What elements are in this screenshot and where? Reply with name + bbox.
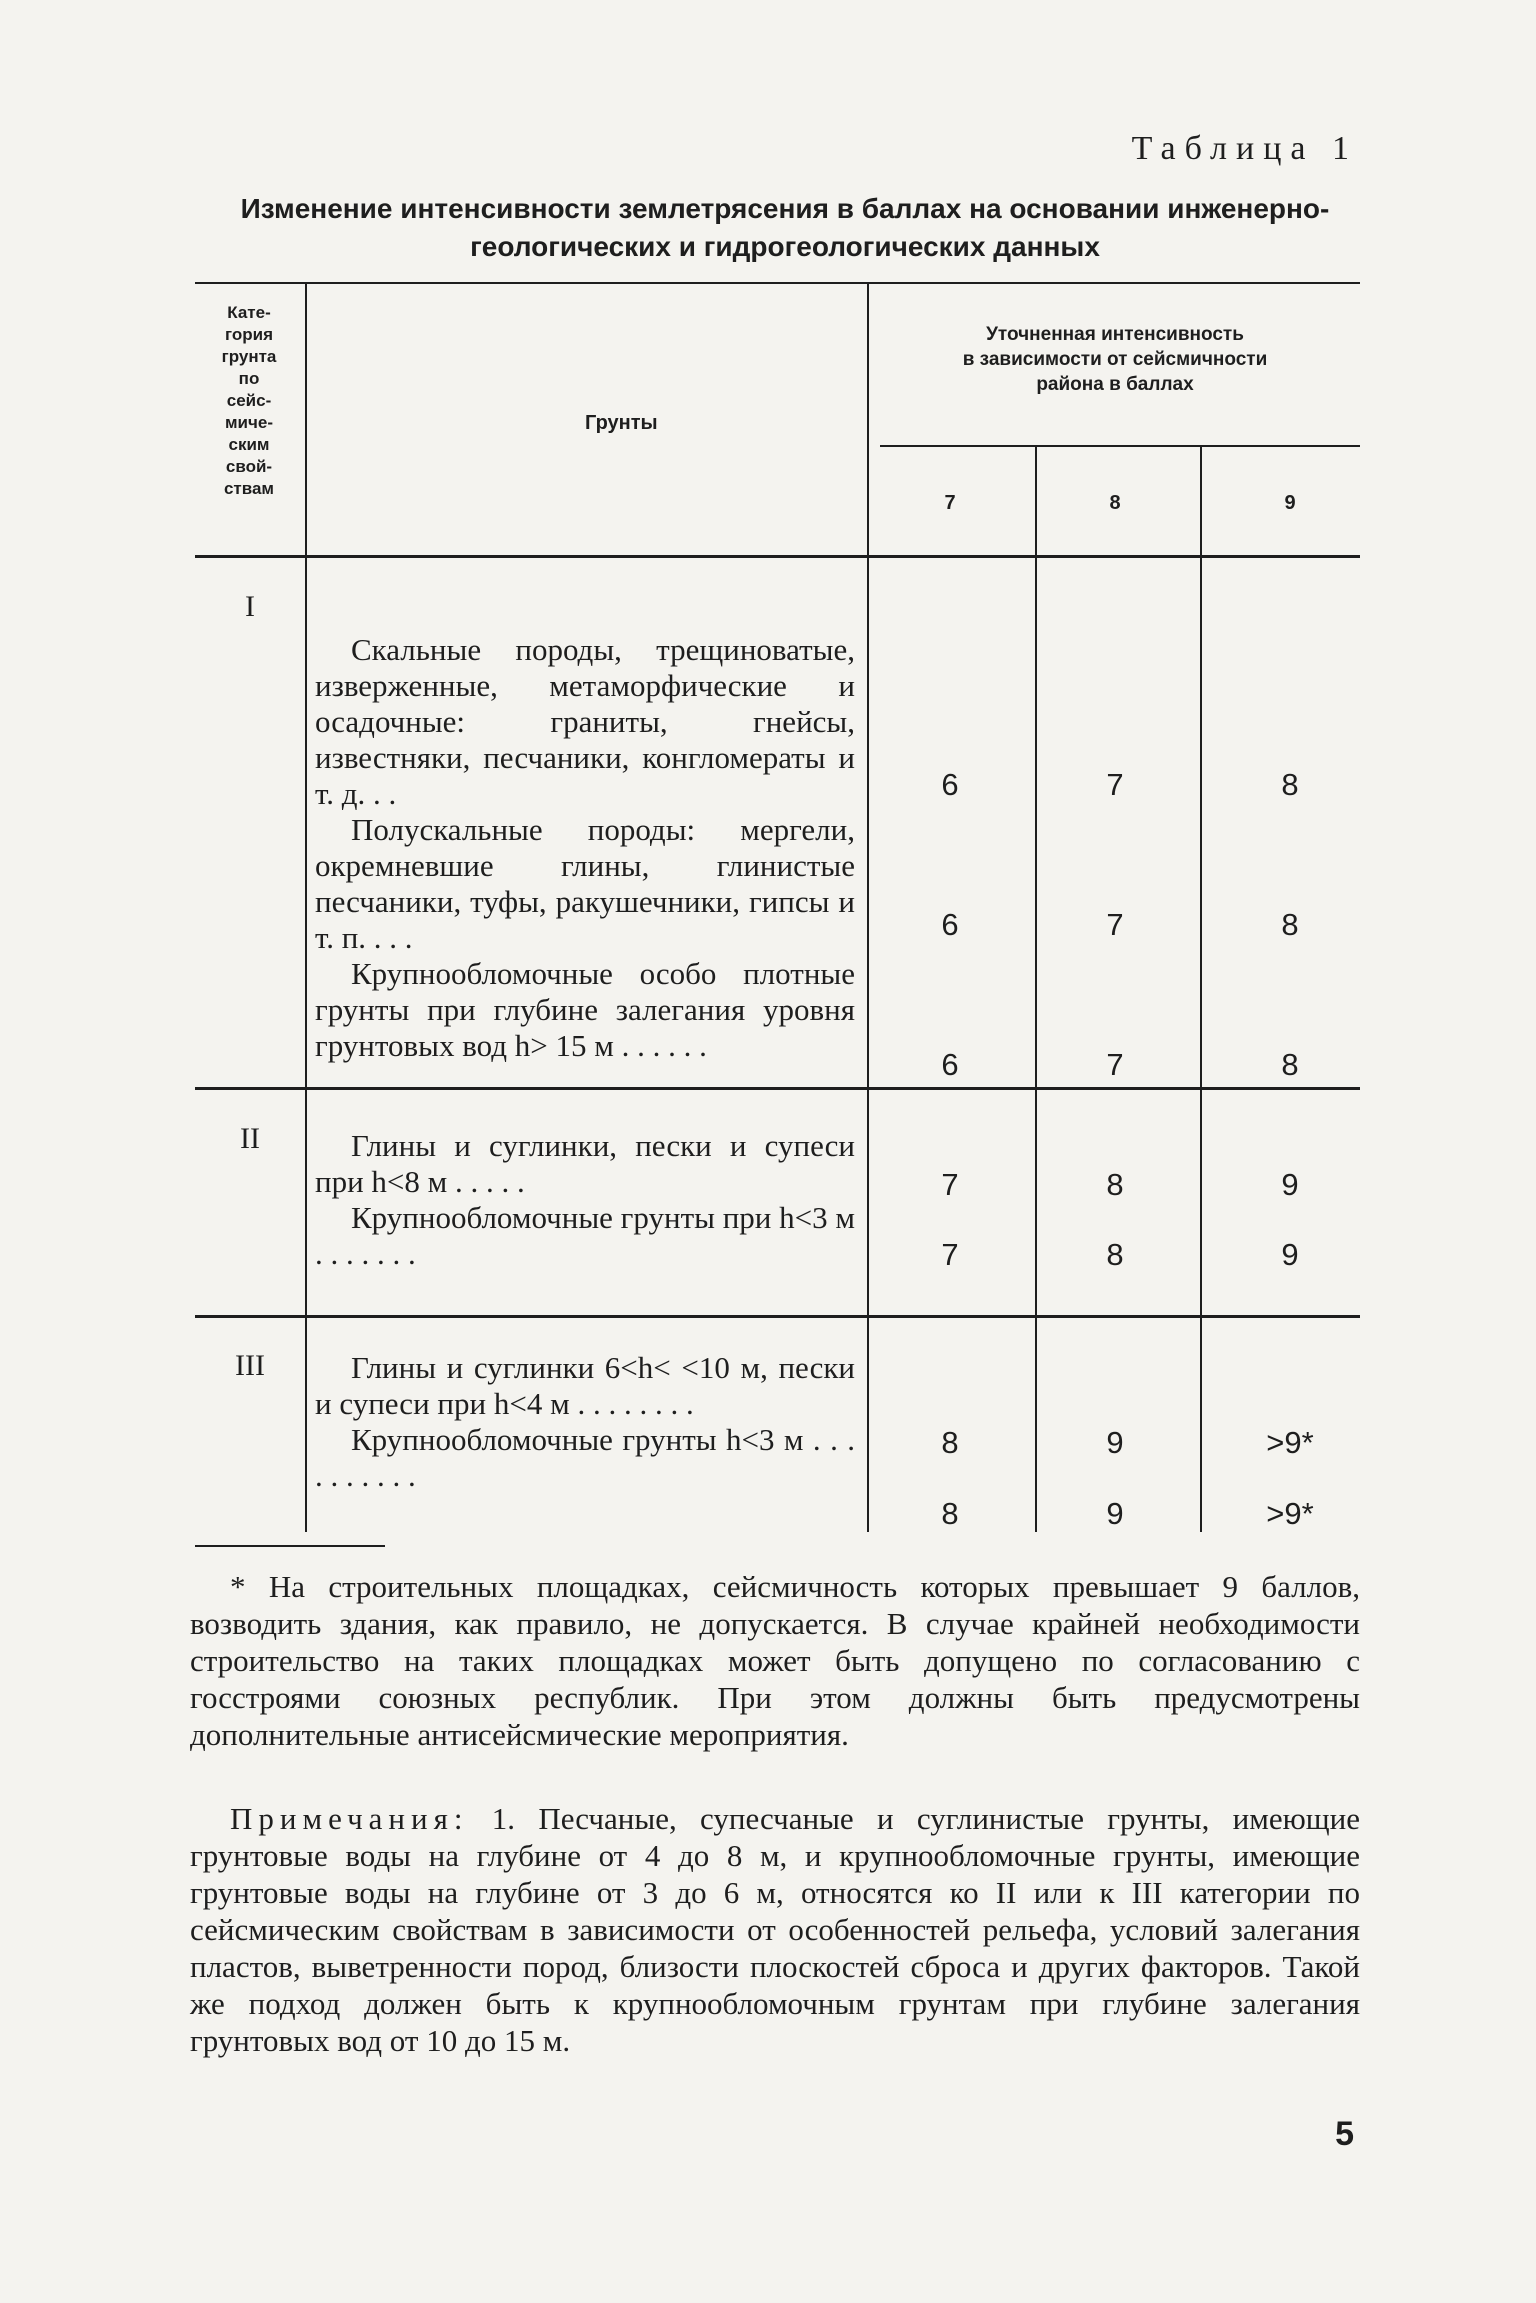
group-iii-soils	[315, 1350, 855, 1494]
soil-description: Глины и суглинки 6<h< <10 м, пески и супеси при h<4 м . . . . . . . .	[315, 1350, 855, 1421]
value-cell: 9	[1106, 1425, 1124, 1460]
header-col8: 8	[1109, 492, 1121, 514]
table-label: Таблица 1	[1131, 130, 1358, 167]
header-category: Кате- гория грунта по сейс- миче- ским свой- ствам	[221, 303, 277, 498]
col7-column-rule	[1035, 447, 1037, 1532]
value-cell: >9*	[1266, 1425, 1314, 1460]
notes-lead: Примечания:	[230, 1801, 469, 1836]
soils-column-rule	[867, 282, 869, 1532]
footnote-rule	[195, 1545, 385, 1547]
soil-description: Крупнообломочные грунты при h<3 м . . . . . . .	[315, 1200, 855, 1271]
value-cell: 9	[1106, 1496, 1124, 1531]
header-intensity: Уточненная интенсивность в зависимости от сейсмичности района в баллах	[962, 324, 1268, 395]
value-cell: 8	[1281, 767, 1299, 802]
value-cell: 6	[941, 767, 959, 802]
value-cell: 8	[1106, 1167, 1124, 1202]
category-i: I	[245, 590, 255, 623]
notes	[190, 1800, 1360, 2059]
value-cell: >9*	[1266, 1496, 1314, 1531]
group-i-soils	[315, 632, 855, 1064]
value-cell: 6	[941, 1047, 959, 1082]
value-cell: 7	[1106, 907, 1124, 942]
value-cell: 6	[941, 907, 959, 942]
value-cell: 9	[1281, 1167, 1299, 1202]
value-cell: 7	[1106, 1047, 1124, 1082]
value-cell: 8	[941, 1425, 959, 1460]
value-cell: 8	[941, 1496, 959, 1531]
notes-text: 1. Песчаные, супесчаные и суглинистые грунты, имеющие грунтовые воды на глубине от 4 до 8 м, и крупнообломочные грунты, имеющие грунтовые воды на глубине от 3 до 6 м, относятся ко II или к III категории по сейсмическим свойствам в зависимости от особенностей рельефа, условий залегания пластов, выветренности пород, близости плоскостей сброса и других факторов. Такой же подход должен быть к крупнообломочным грунтам при глубине залегания грунтовых вод от 10 до 15 м.	[190, 1801, 1360, 2058]
value-cell: 7	[941, 1167, 959, 1202]
value-cell: 7	[941, 1237, 959, 1272]
group-ii-soils	[315, 1128, 855, 1272]
category-column-rule	[305, 282, 307, 1532]
header-col9: 9	[1284, 492, 1296, 514]
header-col7: 7	[944, 492, 956, 514]
value-cell: 9	[1281, 1237, 1299, 1272]
value-cell: 8	[1281, 1047, 1299, 1082]
soil-description: Крупнообломочные грунты h<3 м . . . . . . . . . .	[315, 1422, 855, 1493]
group-i-bottom-rule	[195, 1087, 1360, 1090]
soil-description: Глины и суглинки, пески и супеси при h<8 м . . . . .	[315, 1128, 855, 1199]
table-title: Изменение интенсивности землетрясения в баллах на основании инженерно-геологических и гидрогеологических данных	[240, 193, 1330, 262]
category-ii: II	[240, 1122, 260, 1155]
table-top-rule	[195, 282, 1360, 284]
header-bottom-rule	[195, 555, 1360, 558]
value-cell: 8	[1106, 1237, 1124, 1272]
col8-column-rule	[1200, 447, 1202, 1532]
value-cell: 7	[1106, 767, 1124, 802]
page-number: 5	[1335, 2115, 1354, 2153]
category-iii: III	[235, 1349, 265, 1382]
soil-description: Скальные породы, трещиноватые, изверженные, метаморфические и осадочные: граниты, гнейсы, известняки, песчаники, конгломераты и т. д. . .	[315, 632, 855, 811]
group-ii-bottom-rule	[195, 1315, 1360, 1318]
intensity-subheader-rule	[880, 445, 1360, 447]
soil-description: Полускальные породы: мергели, окремневшие глины, глинистые песчаники, туфы, ракушечники, гипсы и т. п. . . .	[315, 812, 855, 955]
value-cell: 8	[1281, 907, 1299, 942]
header-soils-label: Грунты	[585, 412, 658, 434]
footnote: * На строительных площадках, сейсмичность которых превышает 9 баллов, возводить здания, как правило, не допускается. В случае крайней необходимости строительство на таких площадках может быть допущено по согласованию с госстроями союзных республик. При этом должны быть предусмотрены дополнительные антисейсмические мероприятия.	[190, 1569, 1360, 1752]
soil-description: Крупнообломочные особо плотные грунты при глубине залегания уровня грунтовых вод h> 15 м . . . . . .	[315, 956, 855, 1063]
